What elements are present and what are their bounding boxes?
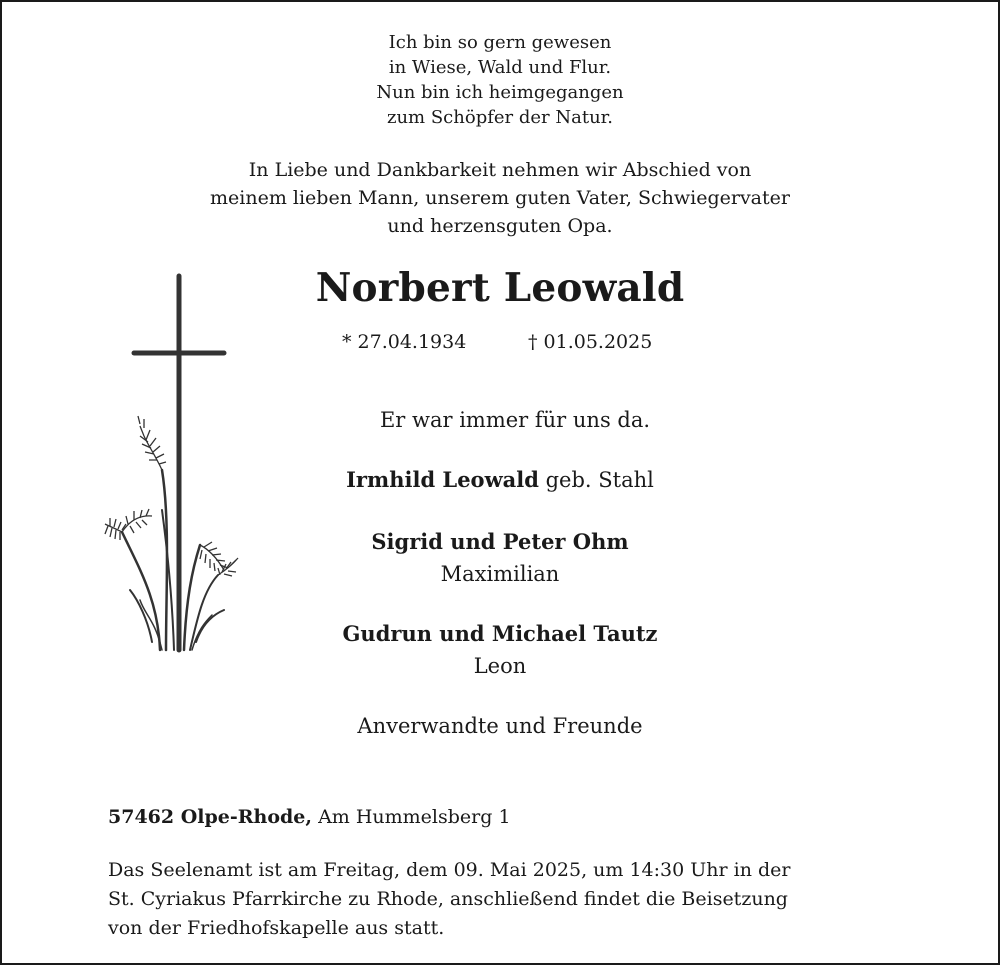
intro-line: und herzensguten Opa. [387,215,613,237]
spouse-maiden-name: geb. Stahl [545,468,654,492]
poem-line: Nun bin ich heimgegangen [376,82,624,103]
service-line: St. Cyriakus Pfarrkirche zu Rhode, anschließend findet die Beisetzung [108,888,788,910]
service-line: von der Friedhofskapelle aus statt. [108,917,445,939]
grandchild-name: Leon [473,654,527,678]
relatives-and-friends: Anverwandte und Freunde [357,714,643,738]
family-names: Sigrid und Peter Ohm [371,529,629,554]
service-line: Das Seelenamt ist am Freitag, dem 09. Mai 2025, um 14:30 Uhr in der [108,859,791,881]
intro-line: In Liebe und Dankbarkeit nehmen wir Abschied von [248,159,752,181]
birth-date: * 27.04.1934 [342,331,467,353]
service-info [108,856,938,943]
address-place: 57462 Olpe-Rhode, [108,806,313,828]
spouse-name: Irmhild Leowald [346,467,539,492]
poem [0,30,1000,130]
death-date: † 01.05.2025 [528,331,653,353]
family-names: Gudrun und Michael Tautz [342,621,658,646]
grandchild-name: Maximilian [440,562,560,586]
cross-with-wheat-icon [100,270,240,660]
poem-line: Ich bin so gern gewesen [388,32,612,53]
intro-text [0,156,1000,240]
address-street: Am Hummelsberg 1 [318,806,511,828]
deceased-name: Norbert Leowald [315,265,685,311]
poem-line: in Wiese, Wald und Flur. [388,57,612,78]
poem-line: zum Schöpfer der Natur. [386,107,614,128]
motto: Er war immer für uns da. [379,408,651,432]
intro-line: meinem lieben Mann, unserem guten Vater, Schwiegervater [210,187,790,209]
address [108,804,511,830]
